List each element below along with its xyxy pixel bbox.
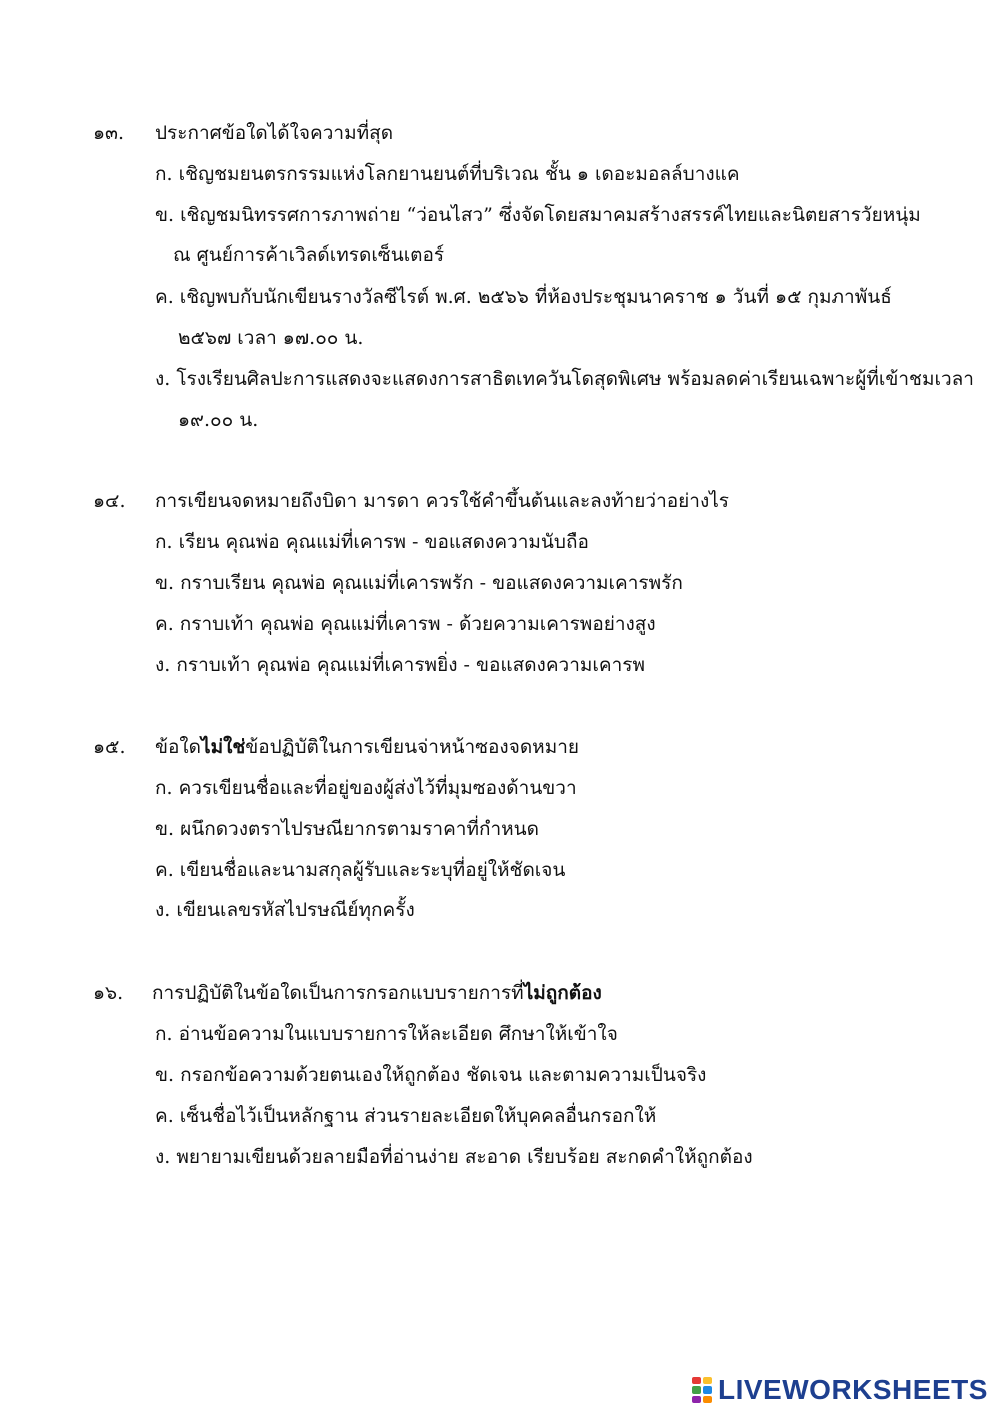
question-number: ๑๖. [93,982,124,1004]
option-kho: ข. เชิญชมนิทรรศการภาพถ่าย “ว่อนไสว” ซึ่งจัดโดยสมาคมสร้างสรรค์ไทยและนิตยสารวัยหนุ่ม [155,204,921,226]
option-kho-khwai: ค. เขียนชื่อและนามสกุลผู้รับและระบุที่อยู่ให้ชัดเจน [155,859,566,881]
prompt-after: ข้อปฏิบัติในการเขียนจ่าหน้าซองจดหมาย [245,736,580,758]
logo-square [692,1386,701,1393]
option-kho-khwai-cont: ๒๕๖๗ เวลา ๑๗.๐๐ น. [178,327,364,349]
option-ngo-cont: ๑๙.๐๐ น. [178,409,259,431]
option-ko: ก. อ่านข้อความในแบบรายการให้ละเอียด ศึกษาให้เข้าใจ [155,1023,618,1045]
option-kho: ข. กรอกข้อความด้วยตนเองให้ถูกต้อง ชัดเจน และตามความเป็นจริง [155,1064,707,1086]
option-ko: ก. เชิญชมยนตรกรรมแห่งโลกยานยนต์ที่บริเวณ ชั้น ๑ เดอะมอลล์บางแค [155,163,740,185]
option-kho-khwai: ค. เซ็นชื่อไว้เป็นหลักฐาน ส่วนรายละเอียดให้บุคคลอื่นกรอกให้ [155,1105,657,1127]
option-ngo: ง. โรงเรียนศิลปะการแสดงจะแสดงการสาธิตเทควันโดสุดพิเศษ พร้อมลดค่าเรียนเฉพาะผู้ที่เข้าชมเวลา [155,368,974,390]
option-ngo: ง. เขียนเลขรหัสไปรษณีย์ทุกครั้ง [155,899,415,921]
logo-square [703,1377,712,1384]
option-ko: ก. เรียน คุณพ่อ คุณแม่ที่เคารพ - ขอแสดงความนับถือ [155,531,589,553]
option-ngo: ง. พยายามเขียนด้วยลายมือที่อ่านง่าย สะอาด เรียบร้อย สะกดคำให้ถูกต้อง [155,1146,753,1168]
liveworksheets-logo[interactable] [692,1374,988,1406]
liveworksheets-logo-icon [692,1377,712,1403]
logo-square [692,1377,701,1384]
question-number: ๑๕. [93,736,126,758]
liveworksheets-logo-text: LIVEWORKSHEETS [718,1374,988,1405]
option-kho-khwai: ค. กราบเท้า คุณพ่อ คุณแม่ที่เคารพ - ด้วยความเคารพอย่างสูง [155,613,656,635]
prompt-emphasis: ไม่ใช่ [201,736,246,758]
question-number: ๑๔. [93,490,126,512]
option-kho-khwai: ค. เชิญพบกับนักเขียนรางวัลซีไรต์ พ.ศ. ๒๕๖๖ ที่ห้องประชุมนาคราช ๑ วันที่ ๑๕ กุมภาพันธ์ [155,286,892,308]
option-ko: ก. ควรเขียนชื่อและที่อยู่ของผู้ส่งไว้ที่มุมซองด้านขวา [155,777,577,799]
prompt-before: การปฏิบัติในข้อใดเป็นการกรอกแบบรายการที่ [152,982,524,1004]
question-number: ๑๓. [93,122,125,144]
prompt-emphasis: ไม่ถูกต้อง [523,982,602,1004]
option-kho-cont: ณ ศูนย์การค้าเวิลด์เทรดเซ็นเตอร์ [173,244,445,266]
option-kho: ข. ผนึกดวงตราไปรษณียากรตามราคาที่กำหนด [155,818,540,840]
logo-square [703,1386,712,1393]
prompt-before: ข้อใด [155,736,202,758]
question-prompt [155,733,579,761]
question-prompt [152,979,602,1007]
question-prompt: ประกาศข้อใดได้ใจความที่สุด [155,122,394,144]
logo-square [703,1396,712,1403]
option-kho: ข. กราบเรียน คุณพ่อ คุณแม่ที่เคารพรัก - ขอแสดงความเคารพรัก [155,572,683,594]
logo-square [692,1396,701,1403]
option-ngo: ง. กราบเท้า คุณพ่อ คุณแม่ที่เคารพยิ่ง - ขอแสดงความเคารพ [155,654,646,676]
question-prompt: การเขียนจดหมายถึงบิดา มารดา ควรใช้คำขึ้นต้นและลงท้ายว่าอย่างไร [155,490,730,512]
